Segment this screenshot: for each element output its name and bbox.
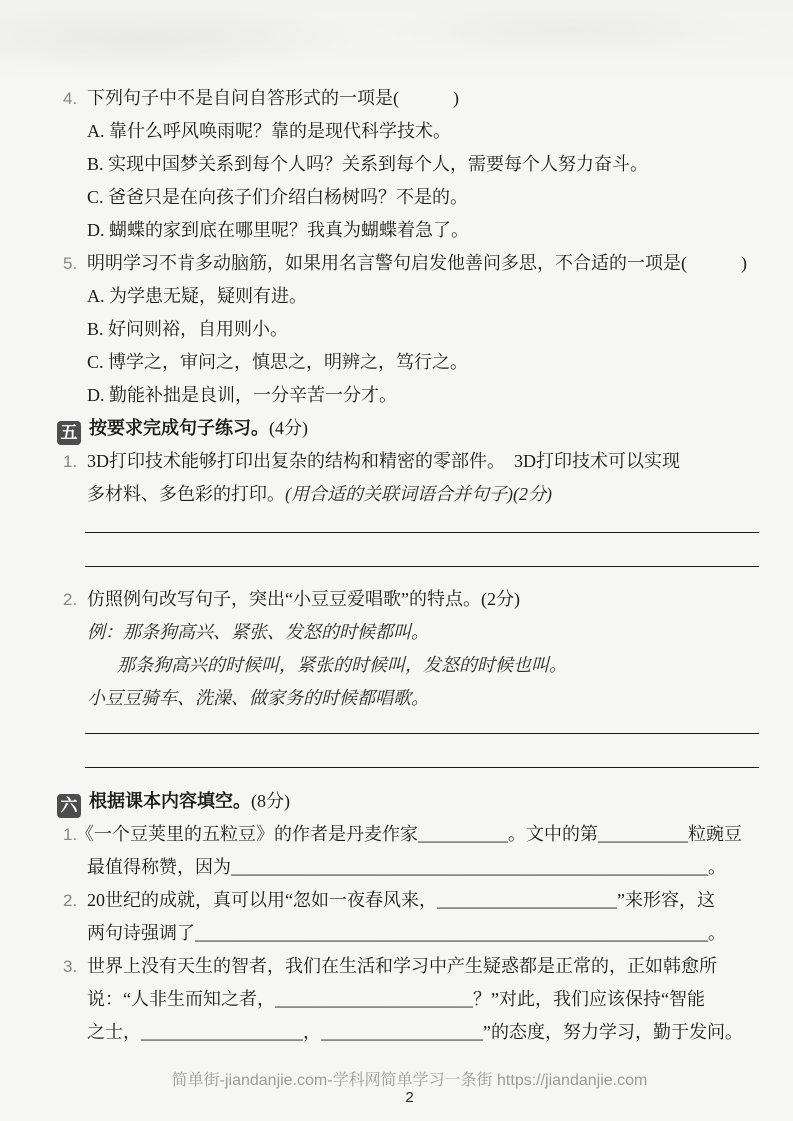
item-2-example-rewrite: 那条狗高兴的时候叫，紧张的时候叫，发怒的时候也叫。 <box>117 655 567 675</box>
item-2-stem: 仿照例句改写句子，突出“小豆豆爱唱歌”的特点。(2分) <box>87 589 520 609</box>
answer-line <box>85 734 759 768</box>
section-six-item-1-row-2: 最值得称赞，因为_____________________________________________________。 <box>87 857 726 877</box>
item-2-example: 例：那条狗高兴、紧张、发怒的时候都叫。 <box>87 622 429 642</box>
section-six-title: 根据课本内容填空。 <box>89 791 251 811</box>
question-4-stem-row <box>60 82 759 115</box>
question-5-option-c: C. 博学之，审问之，慎思之，明辨之，笃行之。 <box>87 352 469 372</box>
section-five-header <box>60 412 759 445</box>
fill-item-2-number: 2. <box>63 891 78 910</box>
fill-item-1-line-1: 《一个豆荚里的五粒豆》的作者是丹麦作家__________。文中的第__________粒豌豆 <box>76 824 742 844</box>
section-five-score: (4分) <box>269 418 308 438</box>
answer-line <box>85 715 759 734</box>
fill-item-2-line-1: 20世纪的成就，真可以用“忽如一夜春风来，____________________”来形容，这 <box>87 890 715 910</box>
item-2-sentence: 小豆豆骑车、洗澡、做家务的时候都唱歌。 <box>87 688 429 708</box>
section-six-item-2-row <box>60 884 759 917</box>
fill-item-3-number: 3. <box>63 957 78 976</box>
item-2-number: 2. <box>63 590 78 609</box>
question-5-number: 5. <box>63 254 78 273</box>
section-five-title: 按要求完成句子练习。 <box>89 418 269 438</box>
fill-item-3-line-1: 世界上没有天生的智者，我们在生活和学习中产生疑惑都是正常的，正如韩愈所 <box>87 956 717 976</box>
section-five-badge: 五 <box>57 421 81 445</box>
section-six-item-2-row-2: 两句诗强调了_________________________________________________________。 <box>87 923 726 943</box>
answer-line <box>85 511 759 533</box>
question-5-option-d: D. 勤能补拙是良训，一分辛苦一分才。 <box>87 385 397 405</box>
question-4-option-c: C. 爸爸只是在向孩子们介绍白杨树吗？不是的。 <box>87 187 469 207</box>
question-4-option-b: B. 实现中国梦关系到每个人吗？关系到每个人，需要每个人努力奋斗。 <box>87 154 649 174</box>
page-number: 2 <box>405 1089 414 1106</box>
question-4-stem: 下列句子中不是自问自答形式的一项是( ) <box>87 88 459 108</box>
section-five-item-1-row <box>60 445 759 478</box>
question-4-option-d: D. 蝴蝶的家到底在哪里呢？我真为蝴蝶着急了。 <box>87 220 469 240</box>
section-six-header <box>60 785 759 818</box>
question-5-option-b: B. 好问则裕，自用则小。 <box>87 319 289 339</box>
question-4-number: 4. <box>63 89 78 108</box>
item-1-line-2-note: (用合适的关联词语合并句子)(2分) <box>285 484 552 504</box>
section-six-item-3-row <box>60 950 759 983</box>
section-five-item-2-row <box>60 583 759 616</box>
section-six-score: (8分) <box>251 791 290 811</box>
answer-line <box>85 533 759 567</box>
fill-item-1-number: 1. <box>63 825 78 844</box>
section-six-item-3-row-2: 说：“人非生而知之者，______________________？”对此，我们应该保持“智能 <box>87 989 705 1009</box>
footer-watermark: 简单街-jiandanjie.com-学科网简单学习一条街 https://jiandanjie.com <box>171 1072 648 1089</box>
section-six-badge: 六 <box>57 794 81 818</box>
section-six-item-1-row <box>60 818 759 851</box>
item-1-line-1: 3D打印技术能够打印出复杂的结构和精密的零部件。 3D打印技术可以实现 <box>87 451 680 471</box>
question-5-stem: 明明学习不肯多动脑筋，如果用名言警句启发他善问多思，不合适的一项是( ) <box>87 253 747 273</box>
section-five-item-1-row-2 <box>60 478 759 511</box>
question-5-stem-row <box>60 247 759 280</box>
section-six-item-3-row-3: 之士，__________________，__________________”的态度，努力学习，勤于发问。 <box>87 1022 743 1042</box>
question-5-option-a: A. 为学患无疑，疑则有进。 <box>87 286 307 306</box>
question-4-option-a: A. 靠什么呼风唤雨呢？靠的是现代科学技术。 <box>87 121 451 141</box>
item-1-line-2-text: 多材料、多色彩的打印。 <box>87 484 285 504</box>
item-1-number: 1. <box>63 452 78 471</box>
